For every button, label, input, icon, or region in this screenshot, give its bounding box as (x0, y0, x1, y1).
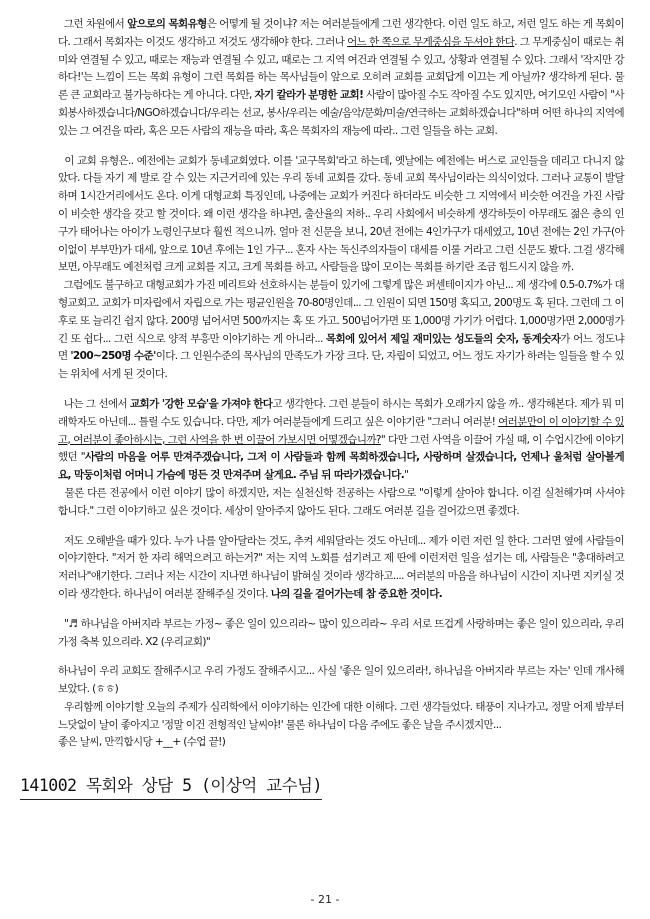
emphasis-text: 교회가 '강한 모습'을 가져야 한다 (129, 397, 273, 410)
paragraph-8a: 하나님이 우리 교회도 잘해주시고 우리 가정도 잘해주시고... 사실 '좋은 일이 있으리라!, 하나님을 아버지라 부르는 자는' 인데 개사해보았다. (ㅎㅎ) (58, 665, 624, 696)
page-number: - 21 - (310, 893, 340, 906)
song-lyrics: "♬ 하나님을 아버지라 부르는 가정~ 좋은 일이 있으리라~ 많이 있으리라~ 우리 서로 뜨겁게 사랑하며는 좋은 일이 있으리라, 우리 가정 축복 있으리라. X2 (우리교회)" (58, 617, 624, 648)
emphasis-text: 나의 길을 걸어가는데 참 중요한 것이다. (270, 587, 443, 600)
paragraph-3: 그럼에도 불구하고 대형교회가 가진 메리트와 선호하시는 분들이 있기에 그렇게 많은 퍼센테이지가 아닌... 제 생각에 0.5-0.7%가 대형교회고. 교회가 미자립에서 자립으로 가는 평균인원을 70-80명인데... 그 인원이 되면 150명 혹되고, 200명도 혹 된다. 그런데 그 이후로 또 늘리긴 쉽지 않다. 200명 넘어서면 500까지는 혹 또 가고. 500넘어가면 또 1,000명 가기가 어렵다. 1,000명가면 2,000명가긴 또 쉽다... 그런 식으로 양적 부흥만 이야기하는 게 아니라... 목회에 있어서 제일 재미있는 성도들의 숫자, 동계숫자가 어느 정도냐면 '200~250명 수준'이다. 그 인원수준의 목사님의 만족도가 가장 크다. 단, 자립이 되었고, 어느 정도 자기가 하려는 일들을 할 수 있는 위치에 서게 된 것이다. (58, 279, 624, 381)
emphasis-text: 자기 칼라가 분명한 교회! (254, 89, 364, 102)
paragraph-8b: 우리함께 이야기할 오늘의 주제가 심리학에서 이야기하는 인간에 대한 이해다. 그런 생각들었다. 태풍이 지나가고, 정말 어제 밤부터 느닷없이 날이 좋아지고 '정말 이건 전형적인 날씨야!' 물론 하나님이 다음 주에도 좋은 날을 주시겠지만... (58, 700, 624, 731)
underlined-text: 어느 한 쪽으로 무게중심을 두셔야 한다 (347, 35, 515, 48)
underlined-text: 여러분만이 이 이야기할 수 있고, 여러분이 좋아하시는, 그런 사역을 한 번 이끌어 가보시면 어떻겠습니까? (58, 415, 625, 446)
emphasis-text: 앞으로의 목회유형 (127, 18, 207, 30)
paragraph-6: 저도 오해받을 때가 있다. 누가 나를 알아달라는 것도, 추켜 세워달라는 것도 아닌데... 제가 이런 저런 일 한다. 그러면 옆에 사람들이 이야기한다. "저거 한 자리 해먹으려고 하는거?" 저는 지역 노회를 섬기려고 제 딴에 이런저런 일을 섬기는 데, 사람들은 "총대하려고 저러나"얘기한다. 그러나 저는 시간이 지나면 하나님이 밝혀실 것이라 생각하고.... 여러분의 마음을 하나님이 시간이 지나면 지키실 것이라 생각한다. 하나님이 여러분 잘해주실 것이다. 나의 길을 걸어가는데 참 중요한 것이다. (58, 534, 624, 600)
section-heading: 141002 목회와 상담 5 (이상억 교수님) (20, 772, 322, 800)
paragraph-2: 이 교회 유형은.. 예전에는 교회가 동네교회였다. 이를 '교구목회'라고 하는데, 옛날에는 예전에는 버스로 교인들을 데리고 다니지 않았다. 다들 자기 제 발로 갈 수 있는 지근거리에 있는 우리 동네 교회를 갔다. 동네 교회 목사님이라는 의식이었다. 그러나 교통이 발달하며 1시간거리에서도 온다. 이게 대형교회 특징인데, 나중에는 교회가 커진다 하더라도 비슷한 그 지역에서 비슷한 여건을 가진 사람이 비슷한 생각을 갖고 할 것이다. 왜 이런 생각을 하냐면, 출산율의 저하.. 우리 사회에서 비슷하게 생각하듯이 아무래도 젊은 층의 인구가 태어나는 아이가 노령인구보다 훨씬 적으니까. 얼마 전 신문을 보니, 20년 전에는 4인가구가 대세였고, 10년 전에는 2인 가구(아이없이 부부만)가 대세, 앞으로 10년 후에는 1인 가구... 혼자 사는 독신주의자들이 대세를 이룰 거라고 그런 신문도 봤다. 그걸 생각해보면, 아무래도 예전처럼 크게 교회를 지고, 크게 목회를 하고, 사람들을 많이 모이는 목회를 하기란 조금 힘드시지 않을 까. (58, 154, 624, 274)
emphasis-text: 목회에 있어서 제일 재미있는 성도들의 숫자, 동계숫자 (325, 332, 561, 345)
paragraph-4: 나는 그 선에서 교회가 '강한 모습'을 가져야 한다고 생각한다. 그런 분들이 하시는 목회가 오래가지 않을 까.. 생각해본다. 제가 뭐 미래학자도 아닌데... 틀릴 수도 있습니다. 다만, 제가 여러분들에게 드리고 싶은 이야기란 "그러니 여러분! 여러분만이 이 이야기할 수 있고, 여러분이 좋아하시는, 그런 사역을 한 번 이끌어 가보시면 어떻겠습니까?" 다만 그런 사역을 이끌어 가실 때, 이 수업시간에 이야기했던 "사람의 마음을 어루 만져주겠습니다, 그저 이 사람들과 함께 목회하겠습니다, 사랑하며 살겠습니다, 언제나 울처럼 살아볼게요, 막둥이처럼 어머니 가슴에 멍든 것 만져주며 살게요. 주님 뒤 따라가겠습니다." (58, 397, 625, 482)
emphasis-text: '200~250명 수준' (70, 350, 156, 363)
paragraph-1: 그런 차원에서 앞으로의 목회유형은 어떻게 될 것이냐? 저는 여러분들에게 그런 생각한다. 이런 일도 하고, 저런 일도 하는 게 목회이다. 그래서 목회자는 이것도 생각하고 저것도 생각해야 한다. 그러나 어느 한 쪽으로 무게중심을 두셔야 한다. 그 무게중심이 때로는 취미와 연결될 수 있고, 때로는 재능과 연결될 수 있고, 때로는 그 지역 여건과 연결될 수 있고, 상황과 연결될 수 있다. 그래서 '작지만 강하다!'는 느낌이 드는 목회 유형이 그런 목회를 하는 목사님들이 앞으로 오히려 교회를 교회답게 이끄는 게 아닐까? 생각하게 된다. 물론 큰 교회라고 불가능하다는 게 아니다. 다만, 자기 칼라가 분명한 교회! 사람이 많아질 수도 작아질 수도 있지만, 여기모인 사람이 "사회봉사하겠습니다/NGO하겠습니다/우리는 선교, 봉사/우리는 예술/음악/문화/미술/연극하는 교회하겠습니다"하며 어떤 하나의 지역에 있는 그 여건을 따라, 혹은 모든 사람의 재능을 따라, 혹은 목회자의 재능에 따라.. 그런 일들을 하는 교회. (58, 18, 625, 137)
paragraph-5: 물론 다른 전공에서 이런 이야기 많이 하겠지만, 저는 실천신학 전공하는 사람으로 "이렇게 살아야 합니다. 이걸 실천해가며 사셔야 합니다." 그런 이야기하고 싶은 것이다. 세상이 알아주지 않아도 된다. 그래도 여러분 길을 걸어갔으면 좋겠다. (58, 486, 624, 517)
emphasis-text: 사람의 마음을 어루 만져주겠습니다, 그저 이 사람들과 함께 목회하겠습니다, 사랑하며 살겠습니다, 언제나 울처럼 살아볼게요, 막둥이처럼 어머니 가슴에 멍든 것 만져주며 살게요. 주님 뒤 따라가겠습니다. (58, 451, 624, 482)
paragraph-8c: 좋은 날씨, 만끽합시당 +__+ (수업 끝!) (58, 736, 226, 749)
document-body (20, 16, 625, 800)
